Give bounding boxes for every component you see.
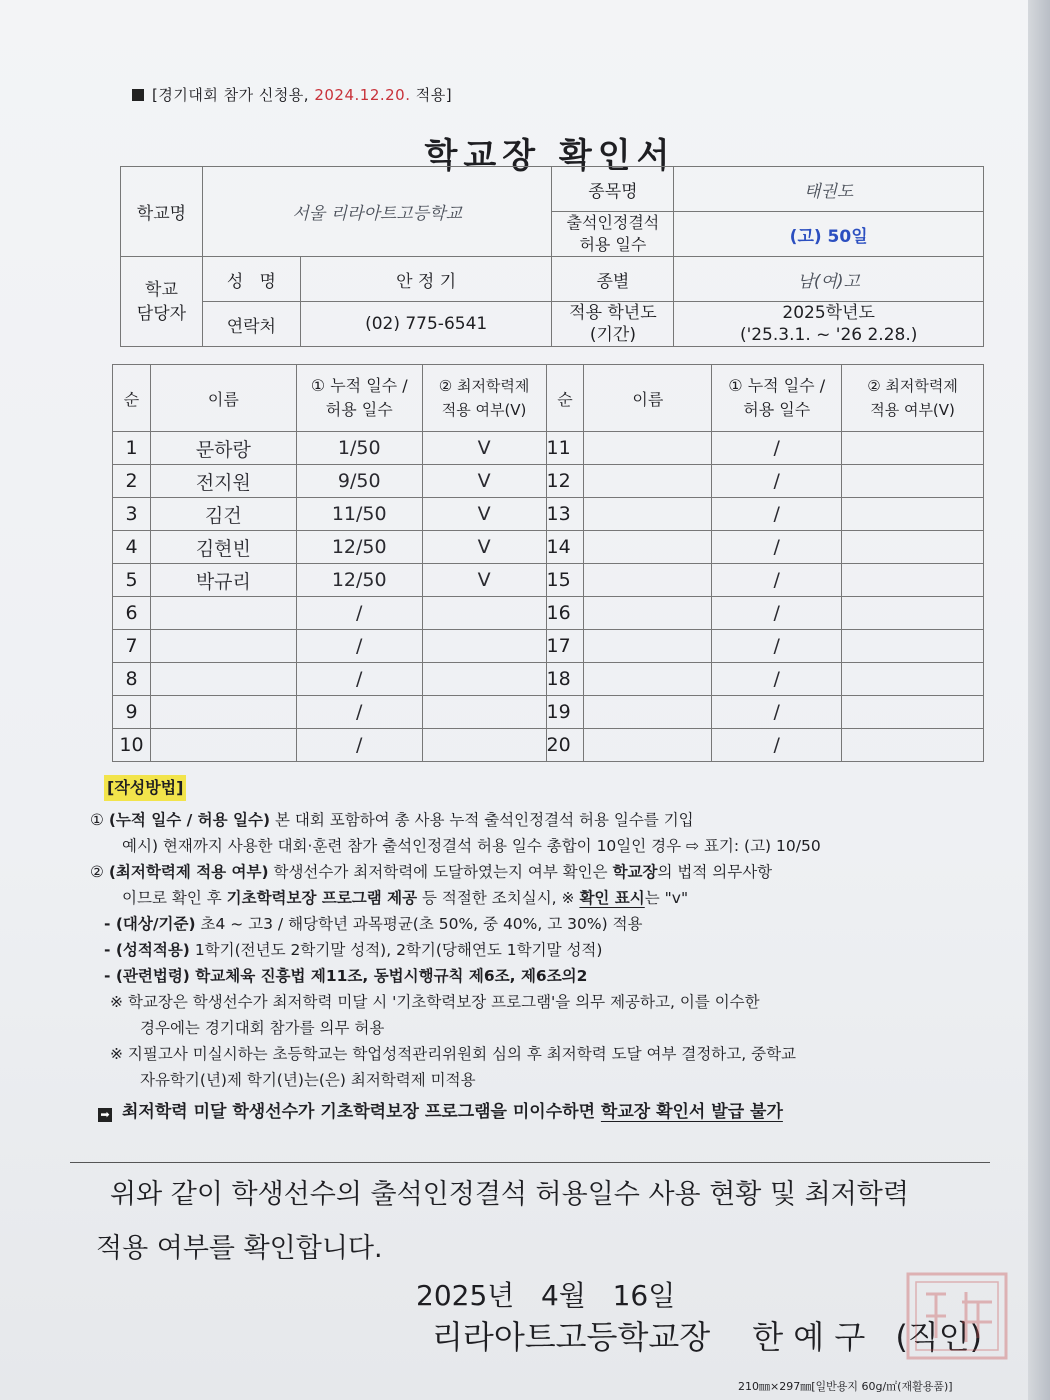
table-row	[113, 630, 984, 663]
cell-no: 5	[113, 564, 151, 597]
square-bullet-icon	[132, 89, 144, 101]
table-row	[113, 729, 984, 762]
cell-days: /	[712, 729, 842, 762]
document-title: 학교장 확인서	[424, 136, 676, 176]
cell-name: 김건	[150, 498, 296, 531]
issue-date: 2025년 4월 16일	[416, 1279, 676, 1312]
background-edge	[1028, 0, 1050, 1400]
criteria-law: - (관련법령) 학교체육 진흥법 제11조, 동법시행규칙 제6조, 제6조의2	[104, 967, 588, 985]
header-no: 순	[113, 365, 151, 432]
absence-value: (고) 50일	[674, 212, 984, 257]
cell-no: 17	[546, 630, 584, 663]
cell-no: 8	[113, 663, 151, 696]
header-days: ① 누적 일수 / 허용 일수	[296, 365, 422, 432]
seal-label: (직인)	[895, 1318, 983, 1356]
manager-label: 학교 담당자	[121, 257, 203, 347]
cell-no: 20	[546, 729, 584, 762]
cell-check	[842, 729, 984, 762]
cell-no: 4	[113, 531, 151, 564]
table-row	[113, 432, 984, 465]
official-seal-icon	[902, 1268, 1012, 1364]
cell-check	[842, 630, 984, 663]
year-value: 2025학년도	[782, 303, 875, 323]
cell-days: 11/50	[296, 498, 422, 531]
cell-no: 1	[113, 432, 151, 465]
cell-days: /	[712, 663, 842, 696]
cell-check: V	[422, 564, 546, 597]
instruction-2: ② (최저학력제 적용 여부) 학생선수가 최저학력에 도달하였는지 여부 확인은 학교장의 법적 의무사항	[90, 863, 773, 881]
cell-no: 11	[546, 432, 584, 465]
cell-no: 14	[546, 531, 584, 564]
cell-name	[150, 696, 296, 729]
cell-days: /	[712, 564, 842, 597]
form-header	[132, 84, 452, 105]
cell-days: /	[712, 432, 842, 465]
sport-value: 태권도	[674, 167, 984, 212]
school-value: 서울 리라아트고등학교	[202, 167, 552, 257]
cell-no: 15	[546, 564, 584, 597]
gender-value: 남(여)고	[674, 257, 984, 302]
cell-name	[584, 498, 712, 531]
cell-name	[584, 597, 712, 630]
cell-name	[584, 564, 712, 597]
instruction-1: ① (누적 일수 / 허용 일수) 본 대회 포함하여 총 사용 누적 출석인정결석 허용 일수를 기입	[90, 811, 694, 829]
year-label: 적용 학년도 (기간)	[552, 302, 674, 347]
header-days: ① 누적 일수 / 허용 일수	[712, 365, 842, 432]
instructions	[90, 775, 990, 1125]
absence-label: 출석인정결석 허용 일수	[552, 212, 674, 257]
cell-name: 전지원	[150, 465, 296, 498]
arrow-box-icon: ➡	[98, 1108, 112, 1122]
note-2-cont: 자유학기(년)제 학기(년)는(은) 최저학력제 미적용	[140, 1071, 476, 1089]
cell-days: /	[712, 498, 842, 531]
cell-no: 9	[113, 696, 151, 729]
confirmation-text	[96, 1168, 996, 1276]
cell-no: 12	[546, 465, 584, 498]
table-row	[113, 663, 984, 696]
header-name: 이름	[150, 365, 296, 432]
cell-days: /	[712, 597, 842, 630]
header-check: ② 최저학력제 적용 여부(V)	[842, 365, 984, 432]
cell-check	[842, 498, 984, 531]
cell-check: V	[422, 498, 546, 531]
cell-name	[584, 630, 712, 663]
header-no: 순	[546, 365, 584, 432]
note-1: ※ 학교장은 학생선수가 최저학력 미달 시 '기초학력보장 프로그램'을 의무 제공하고, 이를 이수한	[110, 993, 760, 1011]
year-period: ('25.3.1. ~ '26 2.28.)	[739, 325, 918, 345]
header-name: 이름	[584, 365, 712, 432]
school-label: 학교명	[121, 167, 203, 257]
info-table	[120, 166, 984, 347]
cell-name	[584, 531, 712, 564]
cell-check	[842, 663, 984, 696]
contact-value: (02) 775-6541	[300, 302, 552, 347]
final-note: ➡ 최저학력 미달 학생선수가 기초학력보장 프로그램을 미이수하면 학교장 확인서 발급 불가	[90, 1099, 990, 1125]
cell-days: /	[712, 531, 842, 564]
cell-days: 12/50	[296, 564, 422, 597]
cell-name	[584, 432, 712, 465]
cell-check	[842, 531, 984, 564]
cell-no: 7	[113, 630, 151, 663]
sport-label: 종목명	[552, 167, 674, 212]
cell-no: 13	[546, 498, 584, 531]
roster-table	[112, 364, 984, 762]
cell-name	[584, 696, 712, 729]
instruction-2-cont: 이므로 확인 후 기초학력보장 프로그램 제공 등 적절한 조치실시, ※ 확인 표시는 "v"	[122, 889, 689, 907]
cell-name: 김현빈	[150, 531, 296, 564]
contact-label: 연락처	[202, 302, 300, 347]
cell-name	[584, 465, 712, 498]
table-row	[113, 531, 984, 564]
cell-check	[842, 597, 984, 630]
cell-check	[842, 696, 984, 729]
criteria-target: - (대상/기준) 초4 ~ 고3 / 해당학년 과목평균(초 50%, 중 40%, 고 30%) 적용	[104, 915, 643, 933]
header-check: ② 최저학력제 적용 여부(V)	[422, 365, 546, 432]
table-row	[113, 696, 984, 729]
cell-no: 18	[546, 663, 584, 696]
cell-check	[422, 597, 546, 630]
cell-name	[150, 663, 296, 696]
cell-check: V	[422, 432, 546, 465]
gender-label: 종별	[552, 257, 674, 302]
cell-check	[842, 465, 984, 498]
cell-days: /	[296, 597, 422, 630]
cell-days: /	[296, 630, 422, 663]
cell-no: 19	[546, 696, 584, 729]
name-value: 안 정 기	[300, 257, 552, 302]
cell-days: 1/50	[296, 432, 422, 465]
confirmation-line-1: 위와 같이 학생선수의 출석인정결석 허용일수 사용 현황 및 최저학력	[110, 1179, 909, 1210]
header-date: 2024.12.20.	[314, 86, 411, 104]
cell-no: 16	[546, 597, 584, 630]
cell-days: /	[712, 630, 842, 663]
cell-name: 문하랑	[150, 432, 296, 465]
cell-name	[584, 663, 712, 696]
cell-no: 2	[113, 465, 151, 498]
paper-spec: 210㎜×297㎜[일반용지 60g/㎡(재활용품)]	[738, 1380, 953, 1393]
cell-name	[150, 597, 296, 630]
header-prefix: [경기대회 참가 신청용,	[152, 86, 315, 104]
cell-days: /	[296, 729, 422, 762]
note-2: ※ 지필고사 미실시하는 초등학교는 학업성적관리위원회 심의 후 최저학력 도달 여부 결정하고, 중학교	[110, 1045, 797, 1063]
cell-no: 10	[113, 729, 151, 762]
cell-name: 박규리	[150, 564, 296, 597]
cell-name	[584, 729, 712, 762]
note-1-cont: 경우에는 경기대회 참가를 의무 허용	[140, 1019, 385, 1037]
cell-check	[422, 696, 546, 729]
table-row	[113, 465, 984, 498]
cell-check: V	[422, 531, 546, 564]
cell-no: 6	[113, 597, 151, 630]
table-row	[113, 597, 984, 630]
roster-body	[113, 432, 984, 762]
principal-title: 리라아트고등학교장	[432, 1318, 711, 1356]
cell-days: /	[712, 465, 842, 498]
table-row	[113, 564, 984, 597]
cell-days: /	[296, 663, 422, 696]
cell-check: V	[422, 465, 546, 498]
cell-name	[150, 729, 296, 762]
principal-name: 한 예 구	[752, 1318, 866, 1356]
header-suffix: 적용]	[410, 86, 453, 104]
cell-days: 9/50	[296, 465, 422, 498]
cell-check	[422, 729, 546, 762]
divider	[70, 1162, 990, 1163]
cell-days: 12/50	[296, 531, 422, 564]
criteria-grades: - (성적적용) 1학기(전년도 2학기말 성적), 2학기(당해연도 1학기말 성적)	[104, 941, 603, 959]
cell-check	[422, 630, 546, 663]
year-cell	[674, 302, 984, 347]
signature-line	[432, 1312, 982, 1358]
instructions-tag: [작성방법]	[104, 775, 186, 801]
instruction-1-example: 예시) 현재까지 사용한 대회·훈련 참가 출석인정결석 허용 일수 총합이 10일인 경우 ⇨ 표기: (고) 10/50	[122, 837, 821, 855]
cell-days: /	[712, 696, 842, 729]
cell-name	[150, 630, 296, 663]
cell-days: /	[296, 696, 422, 729]
cell-check	[842, 564, 984, 597]
table-row	[113, 498, 984, 531]
confirmation-line-2: 적용 여부를 확인합니다.	[96, 1233, 383, 1264]
cell-check	[842, 432, 984, 465]
name-label: 성 명	[202, 257, 300, 302]
cell-no: 3	[113, 498, 151, 531]
cell-check	[422, 663, 546, 696]
